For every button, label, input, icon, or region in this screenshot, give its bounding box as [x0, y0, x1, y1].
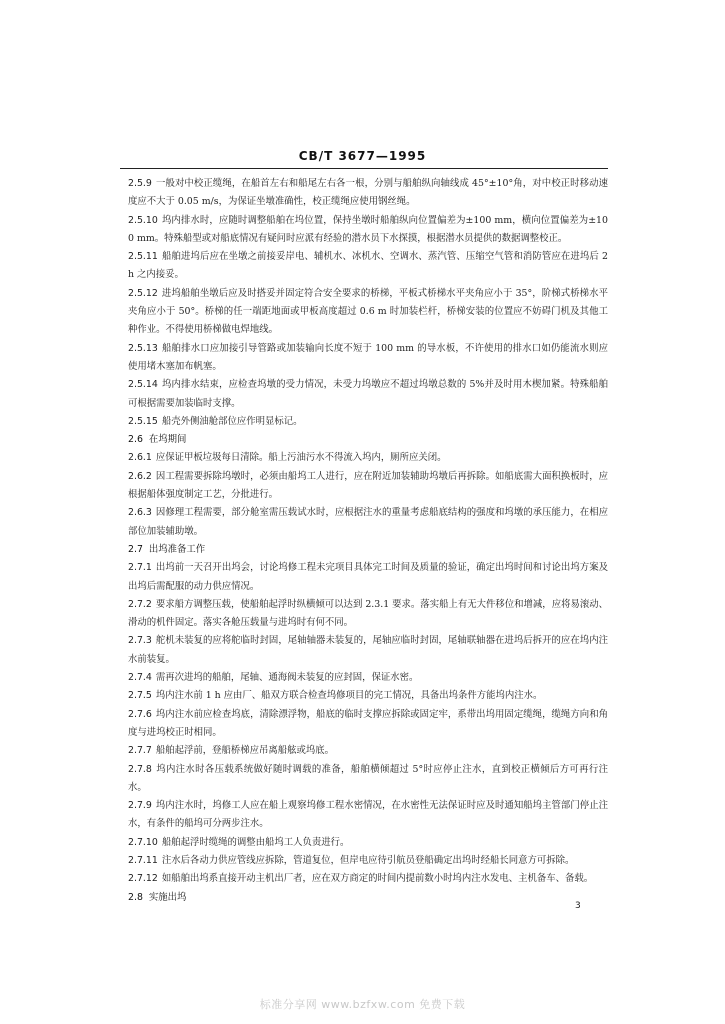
- section-number: 2.6: [128, 434, 143, 446]
- clause-text: 船壳外侧油舱部位应作明显标记。: [161, 415, 303, 427]
- clause-2-5-14: [128, 376, 608, 413]
- clause-text: 注水后各动力供应管线应拆除，管道复位，但岸电应待引航员登船确定出坞时经船长同意方可拆除。: [161, 854, 575, 866]
- clause-number: 2.5.13: [128, 342, 158, 354]
- clause-2-5-9: [128, 175, 608, 212]
- clause-number: 2.7.11: [128, 854, 158, 866]
- clause-2-5-15: [128, 413, 608, 431]
- clause-number: 2.5.12: [128, 287, 158, 299]
- clause-number: 2.5.15: [128, 415, 158, 427]
- clause-2-7-8: [128, 761, 608, 798]
- clause-number: 2.7.3: [128, 635, 152, 647]
- clause-2-7-10: [128, 834, 608, 852]
- clause-number: 2.5.14: [128, 379, 158, 391]
- clause-2-7-11: [128, 852, 608, 870]
- section-title: 实施出坞: [148, 891, 187, 903]
- clause-text: 坞内注水前应检查坞底，清除漂浮物，船底的临时支撑应拆除或固定牢，系带出坞用固定缆绳，缆绳方向和角度与进坞校正时相同。: [128, 708, 608, 738]
- clause-text: 需再次进坞的船舶，尾轴、通海阀未装复的应封固，保证水密。: [155, 672, 419, 684]
- clause-number: 2.7.5: [128, 690, 152, 702]
- clause-2-7-5: [128, 687, 608, 705]
- clause-text: 舵机未装复的应将舵临时封固，尾轴轴器未装复的，尾轴应临时封固，尾轴联轴器在进坞后拆开的应在坞内注水前装复。: [128, 635, 608, 665]
- standard-code: CB/T 3677—1995: [298, 149, 427, 163]
- clause-number: 2.7.4: [128, 672, 152, 684]
- section-heading-2-8: [128, 889, 608, 907]
- section-number: 2.8: [128, 891, 143, 903]
- section-title: 出坞准备工作: [148, 543, 206, 555]
- clause-text: 船舶进坞后应在坐墩之前接妥岸电、辅机水、冰机水、空调水、蒸汽管、压缩空气管和消防管应在进坞后 2 h 之内接妥。: [128, 251, 608, 281]
- clause-2-7-7: [128, 742, 608, 760]
- clause-text: 船舶起浮时缆绳的调整由船坞工人负责进行。: [161, 836, 350, 848]
- clause-2-5-12: [128, 285, 608, 340]
- clause-text: 船舶排水口应加接引导管路或加装输向长度不短于 100 mm 的导水板，不许使用的排水口如仍能流水则应使用堵木塞加布帆塞。: [128, 342, 608, 372]
- clause-number: 2.6.1: [128, 452, 152, 464]
- clause-text: 出坞前一天召开出坞会，讨论坞修工程未完项目具体完工时间及质量的验证，确定出坞时间和讨论出坞方案及出坞后需配服的动力供应情况。: [128, 562, 608, 592]
- clause-number: 2.7.8: [128, 763, 152, 775]
- clause-number: 2.5.11: [128, 251, 158, 263]
- clause-text: 坞内注水时各压载系统做好随时调载的准备，船舶横倾超过 5°时应停止注水，直到校正横倾后方可再行注水。: [128, 763, 608, 793]
- section-heading-2-6: [128, 431, 608, 449]
- clause-text: 船舶起浮前，登船桥梯应吊离船舷或坞底。: [155, 745, 334, 757]
- clause-number: 2.7.12: [128, 873, 158, 885]
- watermark-text: 标准分享网 www.bzfxw.com 免费下载: [259, 998, 466, 1011]
- clause-2-7-3: [128, 632, 608, 669]
- section-number: 2.7: [128, 543, 143, 555]
- header-rule: [120, 168, 608, 169]
- clause-2-7-9: [128, 797, 608, 834]
- clause-2-6-3: [128, 504, 608, 541]
- clause-number: 2.6.3: [128, 507, 152, 519]
- clause-2-7-12: [128, 870, 608, 888]
- clause-text: 因修理工程需要，部分舱室需压载试水时，应根据注水的重量考虑船底结构的强度和坞墩的承压能力，在相应部位加装辅助墩。: [128, 507, 608, 537]
- clause-2-7-2: [128, 596, 608, 633]
- clause-text: 要求船方调整压载，使船舶起浮时纵横倾可以达到 2.3.1 要求。落实船上有无大件移位和增减，应将易滚动、滑动的机件固定。落实各舱压载量与进坞时有何不同。: [128, 598, 608, 629]
- clause-text: 如船舶出坞系直接开动主机出厂者，应在双方商定的时间内提前数小时坞内注水发电、主机备车、备载。: [161, 873, 594, 885]
- clause-text: 进坞船舶坐墩后应及时搭妥并固定符合安全要求的桥梯，平板式桥梯水平夹角应小于 35°，阶梯式桥梯水平夹角应小于 50°。桥梯的任一端距地面或甲板高度超过 0.6 m 时加装栏杆，桥梯安装的位置应不妨碍门机及其他工种作业。不得使用桥梯做电焊地线。: [128, 287, 608, 336]
- clause-number: 2.5.9: [128, 178, 152, 189]
- clause-text: 坞内排水结束，应检查坞墩的受力情况，未受力坞墩应不超过坞墩总数的 5%并及时用木楔加紧。特殊船舶可根据需要加装临时支撑。: [128, 379, 608, 409]
- clause-text: 坞内注水前 1 h 应由厂、船双方联合检查坞修项目的完工情况，具备出坞条件方能坞内注水。: [155, 690, 543, 702]
- clause-number: 2.7.2: [128, 598, 152, 610]
- clause-number: 2.7.7: [128, 745, 152, 757]
- page-number: 3: [575, 901, 581, 911]
- clause-2-6-2: [128, 468, 608, 505]
- clause-2-5-11: [128, 248, 608, 285]
- clause-number: 2.7.6: [128, 708, 152, 720]
- body-content: [128, 175, 608, 907]
- clause-number: 2.7.1: [128, 562, 152, 574]
- clause-number: 2.6.2: [128, 470, 152, 482]
- clause-text: 坞内排水时，应随时调整船舶在坞位置，保持坐墩时船舶纵向位置偏差为±100 mm，横向位置偏差为±100 mm。特殊船型或对船底情况有疑问时应派有经验的潜水员下水探摸，根据潜水员提供的数据调整校正。: [128, 214, 608, 244]
- clause-text: 应保证甲板垃圾每日清除。船上污油污水不得流入坞内，厕所应关闭。: [155, 452, 447, 464]
- clause-text: 坞内注水时，坞修工人应在船上观察坞修工程水密情况，在水密性无法保证时应及时通知船坞主管部门停止注水，有条件的船坞可分两步注水。: [128, 800, 608, 830]
- clause-2-7-4: [128, 669, 608, 687]
- clause-text: 一般对中校正缆绳，在船首左右和船尾左右各一根，分别与船舶纵向轴线成 45°±10°角，对中校正时移动速度应不大于 0.05 m/s，为保证坐墩准确性，校正缆绳应使用钢丝绳。: [128, 178, 608, 208]
- clause-2-5-10: [128, 212, 608, 249]
- clause-text: 因工程需要拆除坞墩时，必须由船坞工人进行，应在附近加装辅助坞墩后再拆除。如船底需大面积换板时，应根据船体强度制定工艺，分批进行。: [128, 470, 608, 501]
- clause-number: 2.5.10: [128, 214, 158, 226]
- clause-2-6-1: [128, 449, 608, 467]
- clause-2-5-13: [128, 340, 608, 377]
- clause-2-7-1: [128, 559, 608, 596]
- clause-number: 2.7.9: [128, 800, 152, 812]
- section-title: 在坞期间: [148, 434, 187, 446]
- section-heading-2-7: [128, 541, 608, 559]
- clause-2-7-6: [128, 706, 608, 743]
- clause-number: 2.7.10: [128, 836, 158, 848]
